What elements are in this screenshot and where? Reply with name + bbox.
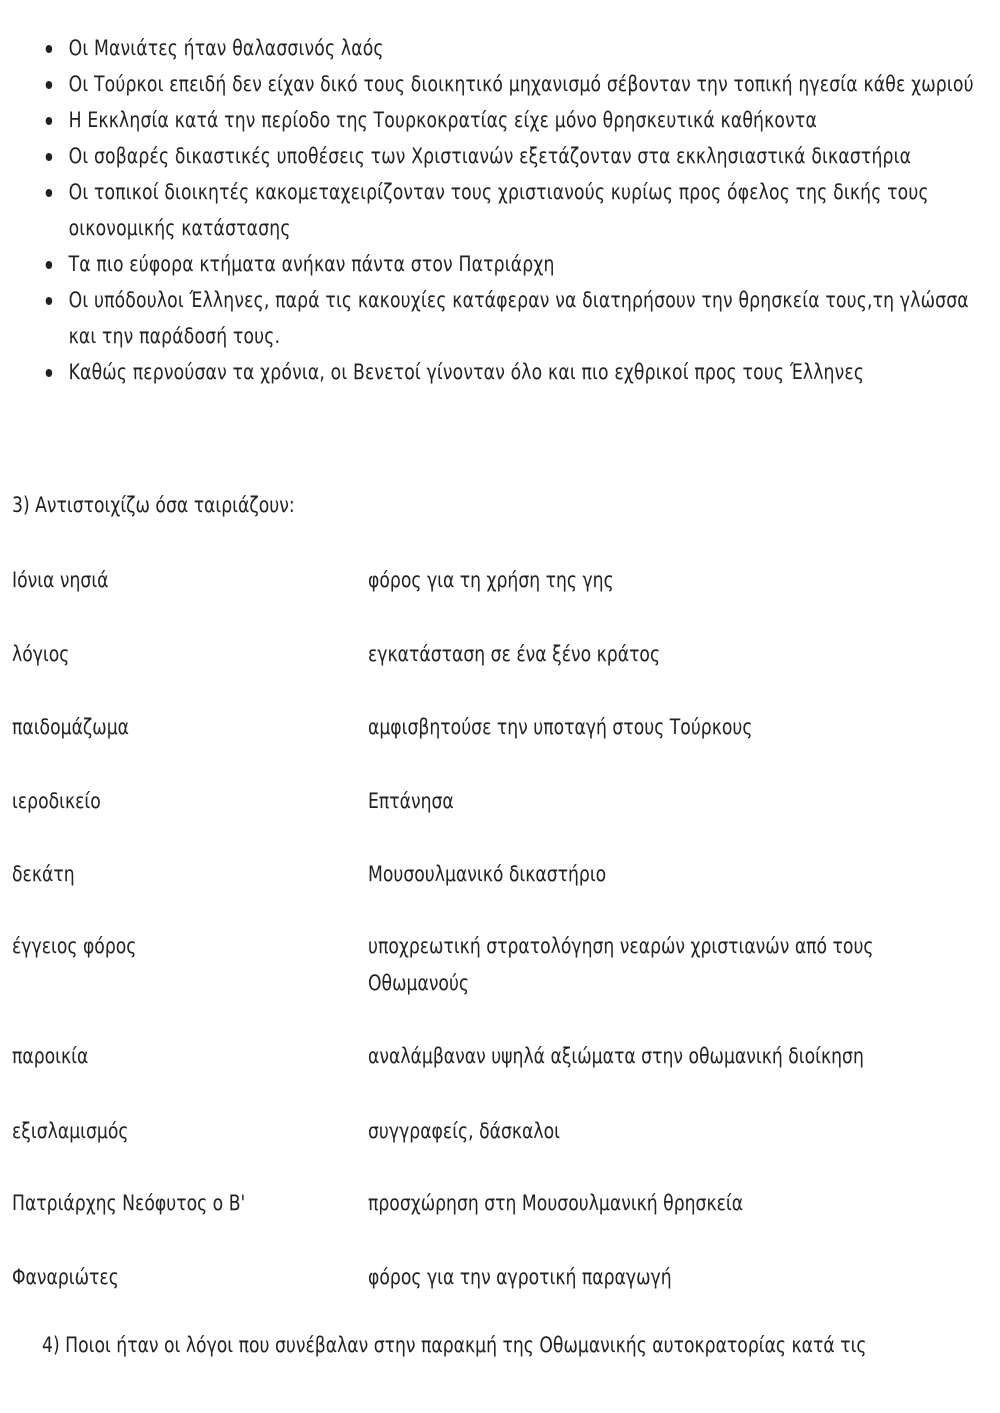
- definition-item[interactable]: φόρος για τη χρήση της γης: [368, 568, 614, 592]
- term-item[interactable]: Ιόνια νησιά: [12, 568, 109, 592]
- term-item[interactable]: Πατριάρχης Νεόφυτος ο Β': [12, 1191, 246, 1215]
- definition-item[interactable]: Επτάνησα: [368, 789, 454, 813]
- statement-item: Καθώς περνούσαν τα χρόνια, οι Βενετοί γίνονταν όλο και πιο εχθρικοί προς τους Έλληνες: [44, 354, 979, 390]
- term-item[interactable]: ιεροδικείο: [12, 789, 101, 813]
- term-item[interactable]: λόγιος: [12, 642, 70, 666]
- definition-item[interactable]: εγκατάσταση σε ένα ξένο κράτος: [368, 642, 661, 666]
- term-item[interactable]: Φαναριώτες: [12, 1265, 119, 1289]
- true-false-statements: [44, 30, 974, 390]
- definition-item[interactable]: αναλάμβαναν υψηλά αξιώματα στην οθωμανική διοίκηση: [368, 1044, 864, 1068]
- definition-item[interactable]: φόρος για την αγροτική παραγωγή: [368, 1265, 672, 1289]
- definition-item[interactable]: συγγραφείς, δάσκαλοι: [368, 1119, 560, 1143]
- definition-item[interactable]: προσχώρηση στη Μουσουλμανική θρησκεία: [368, 1191, 744, 1215]
- statement-item: Οι σοβαρές δικαστικές υποθέσεις των Χριστιανών εξετάζονταν στα εκκλησιαστικά δικαστήρια: [44, 138, 979, 174]
- term-item[interactable]: παιδομάζωμα: [12, 715, 130, 739]
- statement-item: Οι Τούρκοι επειδή δεν είχαν δικό τους διοικητικό μηχανισμό σέβονταν την τοπική ηγεσία κάθε χωριού: [44, 66, 979, 102]
- statement-item: Οι τοπικοί διοικητές κακομεταχειρίζονταν τους χριστιανούς κυρίως προς όφελος της δικής τους οικονομικής κατάστασης: [44, 174, 979, 246]
- term-item[interactable]: εξισλαμισμός: [12, 1119, 129, 1143]
- definition-item[interactable]: υποχρεωτική στρατολόγηση νεαρών χριστιανών από τους Οθωμανούς: [368, 934, 874, 995]
- term-item[interactable]: παροικία: [12, 1044, 89, 1068]
- definition-item[interactable]: Μουσουλμανικό δικαστήριο: [368, 862, 607, 886]
- statement-item: Οι υπόδουλοι Έλληνες, παρά τις κακουχίες κατάφεραν να διατηρήσουν την θρησκεία τους,τη γλώσσα και την παράδοσή τους.: [44, 282, 979, 354]
- statement-item: Τα πιο εύφορα κτήματα ανήκαν πάντα στον Πατριάρχη: [44, 246, 979, 282]
- definition-item[interactable]: αμφισβητούσε την υποταγή στους Τούρκους: [368, 715, 753, 739]
- statement-item: Η Εκκλησία κατά την περίοδο της Τουρκοκρατίας είχε μόνο θρησκευτικά καθήκοντα: [44, 102, 979, 138]
- section-4-heading: 4) Ποιοι ήταν οι λόγοι που συνέβαλαν στην παρακμή της Οθωμανικής αυτοκρατορίας κατά τις: [42, 1333, 867, 1357]
- term-item[interactable]: δεκάτη: [12, 862, 75, 886]
- statement-item: Οι Μανιάτες ήταν θαλασσινός λαός: [44, 30, 979, 66]
- term-item[interactable]: έγγειος φόρος: [12, 934, 137, 958]
- section-3-heading: 3) Αντιστοιχίζω όσα ταιριάζουν:: [12, 493, 295, 517]
